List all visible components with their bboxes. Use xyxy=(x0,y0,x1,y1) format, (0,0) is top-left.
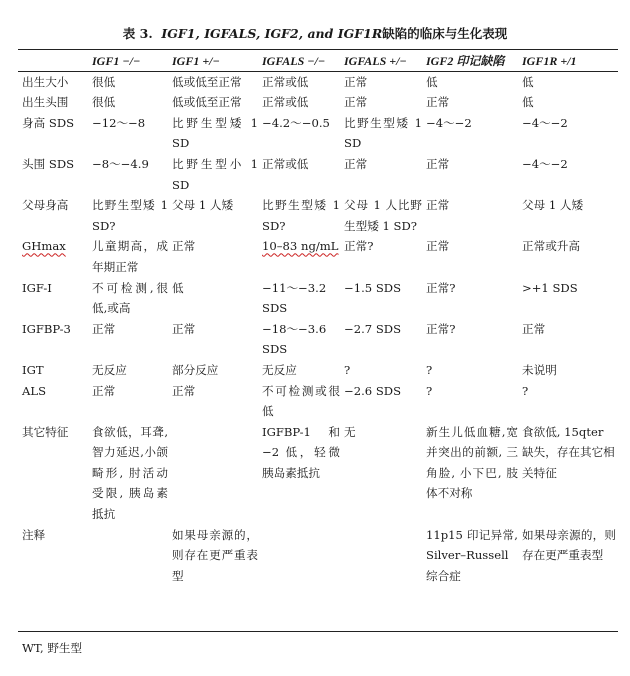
footnote: WT, 野生型 xyxy=(22,641,83,655)
table-cell xyxy=(342,525,424,587)
table-cell: −18～−3.6 SDS xyxy=(262,321,327,357)
table-cell: −11～−3.2 SDS xyxy=(262,280,327,316)
table-cell: −4～−2 xyxy=(522,115,568,130)
table-cell: 父母 1 人矮 xyxy=(172,198,234,213)
table-cell: 低 xyxy=(426,74,438,89)
row-label: GHmax xyxy=(22,239,66,254)
table-row xyxy=(18,319,618,360)
table-cell: 正常 xyxy=(172,383,196,398)
table-cell: 无反应 xyxy=(262,362,297,377)
table-cell: 正常 xyxy=(92,321,116,336)
table-cell xyxy=(170,422,260,525)
column-header xyxy=(18,51,86,72)
table-cell: 正常或升高 xyxy=(522,239,580,254)
table-row xyxy=(18,236,618,277)
table-cell: >+1 SDS xyxy=(522,280,578,295)
table-cell: 正常 xyxy=(426,95,450,110)
table-cell: 正常或低 xyxy=(262,74,309,89)
table-row xyxy=(18,195,618,236)
table-cell: 正常或低 xyxy=(262,156,309,171)
table-cell: 如果母亲源的，则存在更严重表型 xyxy=(522,527,616,563)
table-cell: 新生儿低血糖,宽并突出的前额, 三角脸, 小下巴, 肢体不对称 xyxy=(426,424,518,501)
table-cell: 正常 xyxy=(344,95,368,110)
table-row xyxy=(18,381,618,422)
table-cell: 比野生型矮 1 SD? xyxy=(92,198,168,233)
column-header: IGFALS +/− xyxy=(344,54,407,68)
table-cell xyxy=(86,525,170,587)
table-cell: 父母 1 人比野生型矮 1 SD? xyxy=(344,198,422,233)
table-cell: 正常 xyxy=(172,239,196,254)
table-cell: ? xyxy=(426,362,433,377)
table-row xyxy=(18,154,618,195)
table-cell: 如果母亲源的，则存在更严重表型 xyxy=(172,527,258,583)
table-cell: ? xyxy=(426,383,433,398)
table-cell: 正常? xyxy=(426,280,456,295)
table-cell: ? xyxy=(344,362,351,377)
table-cell: 食欲低, 15qter 缺失，存在其它相关特征 xyxy=(522,424,615,480)
table-cell: 正常 xyxy=(172,321,196,336)
row-label: 出生头围 xyxy=(22,95,69,110)
data-table xyxy=(18,51,618,586)
table-cell: 不可检测,很低,或高 xyxy=(92,280,168,316)
table-cell: −8～−4.9 xyxy=(92,156,149,171)
table-cell: 很低 xyxy=(92,95,116,110)
table-cell: 父母 1 人矮 xyxy=(522,198,584,213)
table-cell: 正常 xyxy=(522,321,546,336)
table-cell: 比野生型小 1 SD xyxy=(172,156,258,192)
table-cell: 比野生型矮 1 SD? xyxy=(262,198,340,233)
column-header: IGF1R +/1 xyxy=(522,54,577,68)
header-row xyxy=(18,51,618,72)
table-cell: 11p15 印记异常, Silver–Russell 综合症 xyxy=(426,527,518,583)
table-cell: 正常 xyxy=(344,74,368,89)
table-cell: 正常 xyxy=(344,156,368,171)
table-cell: 无 xyxy=(344,424,356,439)
table-cell: 比野生型矮 1 SD xyxy=(172,115,258,151)
table-cell: 10–83 ng/mL xyxy=(262,239,339,254)
table-cell: 未说明 xyxy=(522,362,557,377)
table-cell: IGFBP-1 和 −2 低，轻微胰岛素抵抗 xyxy=(262,424,340,480)
table-cell: 低或低至正常 xyxy=(172,95,242,110)
row-label: 父母身高 xyxy=(22,198,69,213)
column-header: IGF1 +/− xyxy=(172,54,220,68)
column-header: IGFALS −/− xyxy=(262,54,326,68)
table-cell: −4.2～−0.5 xyxy=(262,115,330,130)
row-label: 其它特征 xyxy=(22,424,69,439)
table-cell: 儿童期高，成年期正常 xyxy=(92,239,168,274)
table-cell: 低或低至正常 xyxy=(172,74,242,89)
table-row xyxy=(18,113,618,154)
row-label: IGT xyxy=(22,362,44,377)
table-row xyxy=(18,360,618,381)
table-cell xyxy=(260,525,342,587)
table-cell: ? xyxy=(522,383,529,398)
table-cell: 很低 xyxy=(92,74,116,89)
table-title: 表 3. IGF1, IGFALS, IGF2, and IGF1R缺陷的临床与生化表现 xyxy=(122,26,508,41)
table-cell: 食欲低，耳聋,智力延迟,小颌畸形, 肘活动受限, 胰岛素抵抗 xyxy=(92,424,168,522)
table-row xyxy=(18,92,618,113)
table-cell: −2.7 SDS xyxy=(344,321,402,336)
column-header: IGF1 −/− xyxy=(92,54,141,68)
table-cell: 正常或低 xyxy=(262,95,309,110)
row-label: 身高 SDS xyxy=(22,115,75,130)
table-cell: 正常 xyxy=(426,198,450,213)
table-cell: 正常? xyxy=(426,321,456,336)
table-cell: −1.5 SDS xyxy=(344,280,402,295)
table-row xyxy=(18,422,618,525)
row-label: IGF-I xyxy=(22,280,52,295)
table-cell: 低 xyxy=(172,280,184,295)
row-label: 头围 SDS xyxy=(22,156,75,171)
table-cell: −12～−8 xyxy=(92,115,146,130)
table-cell: 比野生型矮 1 SD xyxy=(344,115,422,151)
table-cell: 部分反应 xyxy=(172,362,219,377)
table-cell: −4～−2 xyxy=(426,115,472,130)
table-cell: 低 xyxy=(522,95,534,110)
table-row xyxy=(18,72,618,93)
table-cell: 正常 xyxy=(426,156,450,171)
table-cell: 不可检测或很低 xyxy=(262,383,340,419)
table-cell: 正常? xyxy=(344,239,374,254)
table-row xyxy=(18,525,618,587)
row-label: 出生大小 xyxy=(22,74,69,89)
row-label: ALS xyxy=(22,383,47,398)
table-row xyxy=(18,278,618,319)
table-cell: 正常 xyxy=(426,239,450,254)
table-cell: 低 xyxy=(522,74,534,89)
column-header: IGF2 印记缺陷 xyxy=(426,54,505,68)
table-cell: −4～−2 xyxy=(522,156,568,171)
table-cell: 正常 xyxy=(92,383,116,398)
row-label: 注释 xyxy=(22,527,46,542)
row-label: IGFBP-3 xyxy=(22,321,71,336)
bottom-rule xyxy=(18,631,618,632)
table-cell: −2.6 SDS xyxy=(344,383,402,398)
table-cell: 无反应 xyxy=(92,362,127,377)
